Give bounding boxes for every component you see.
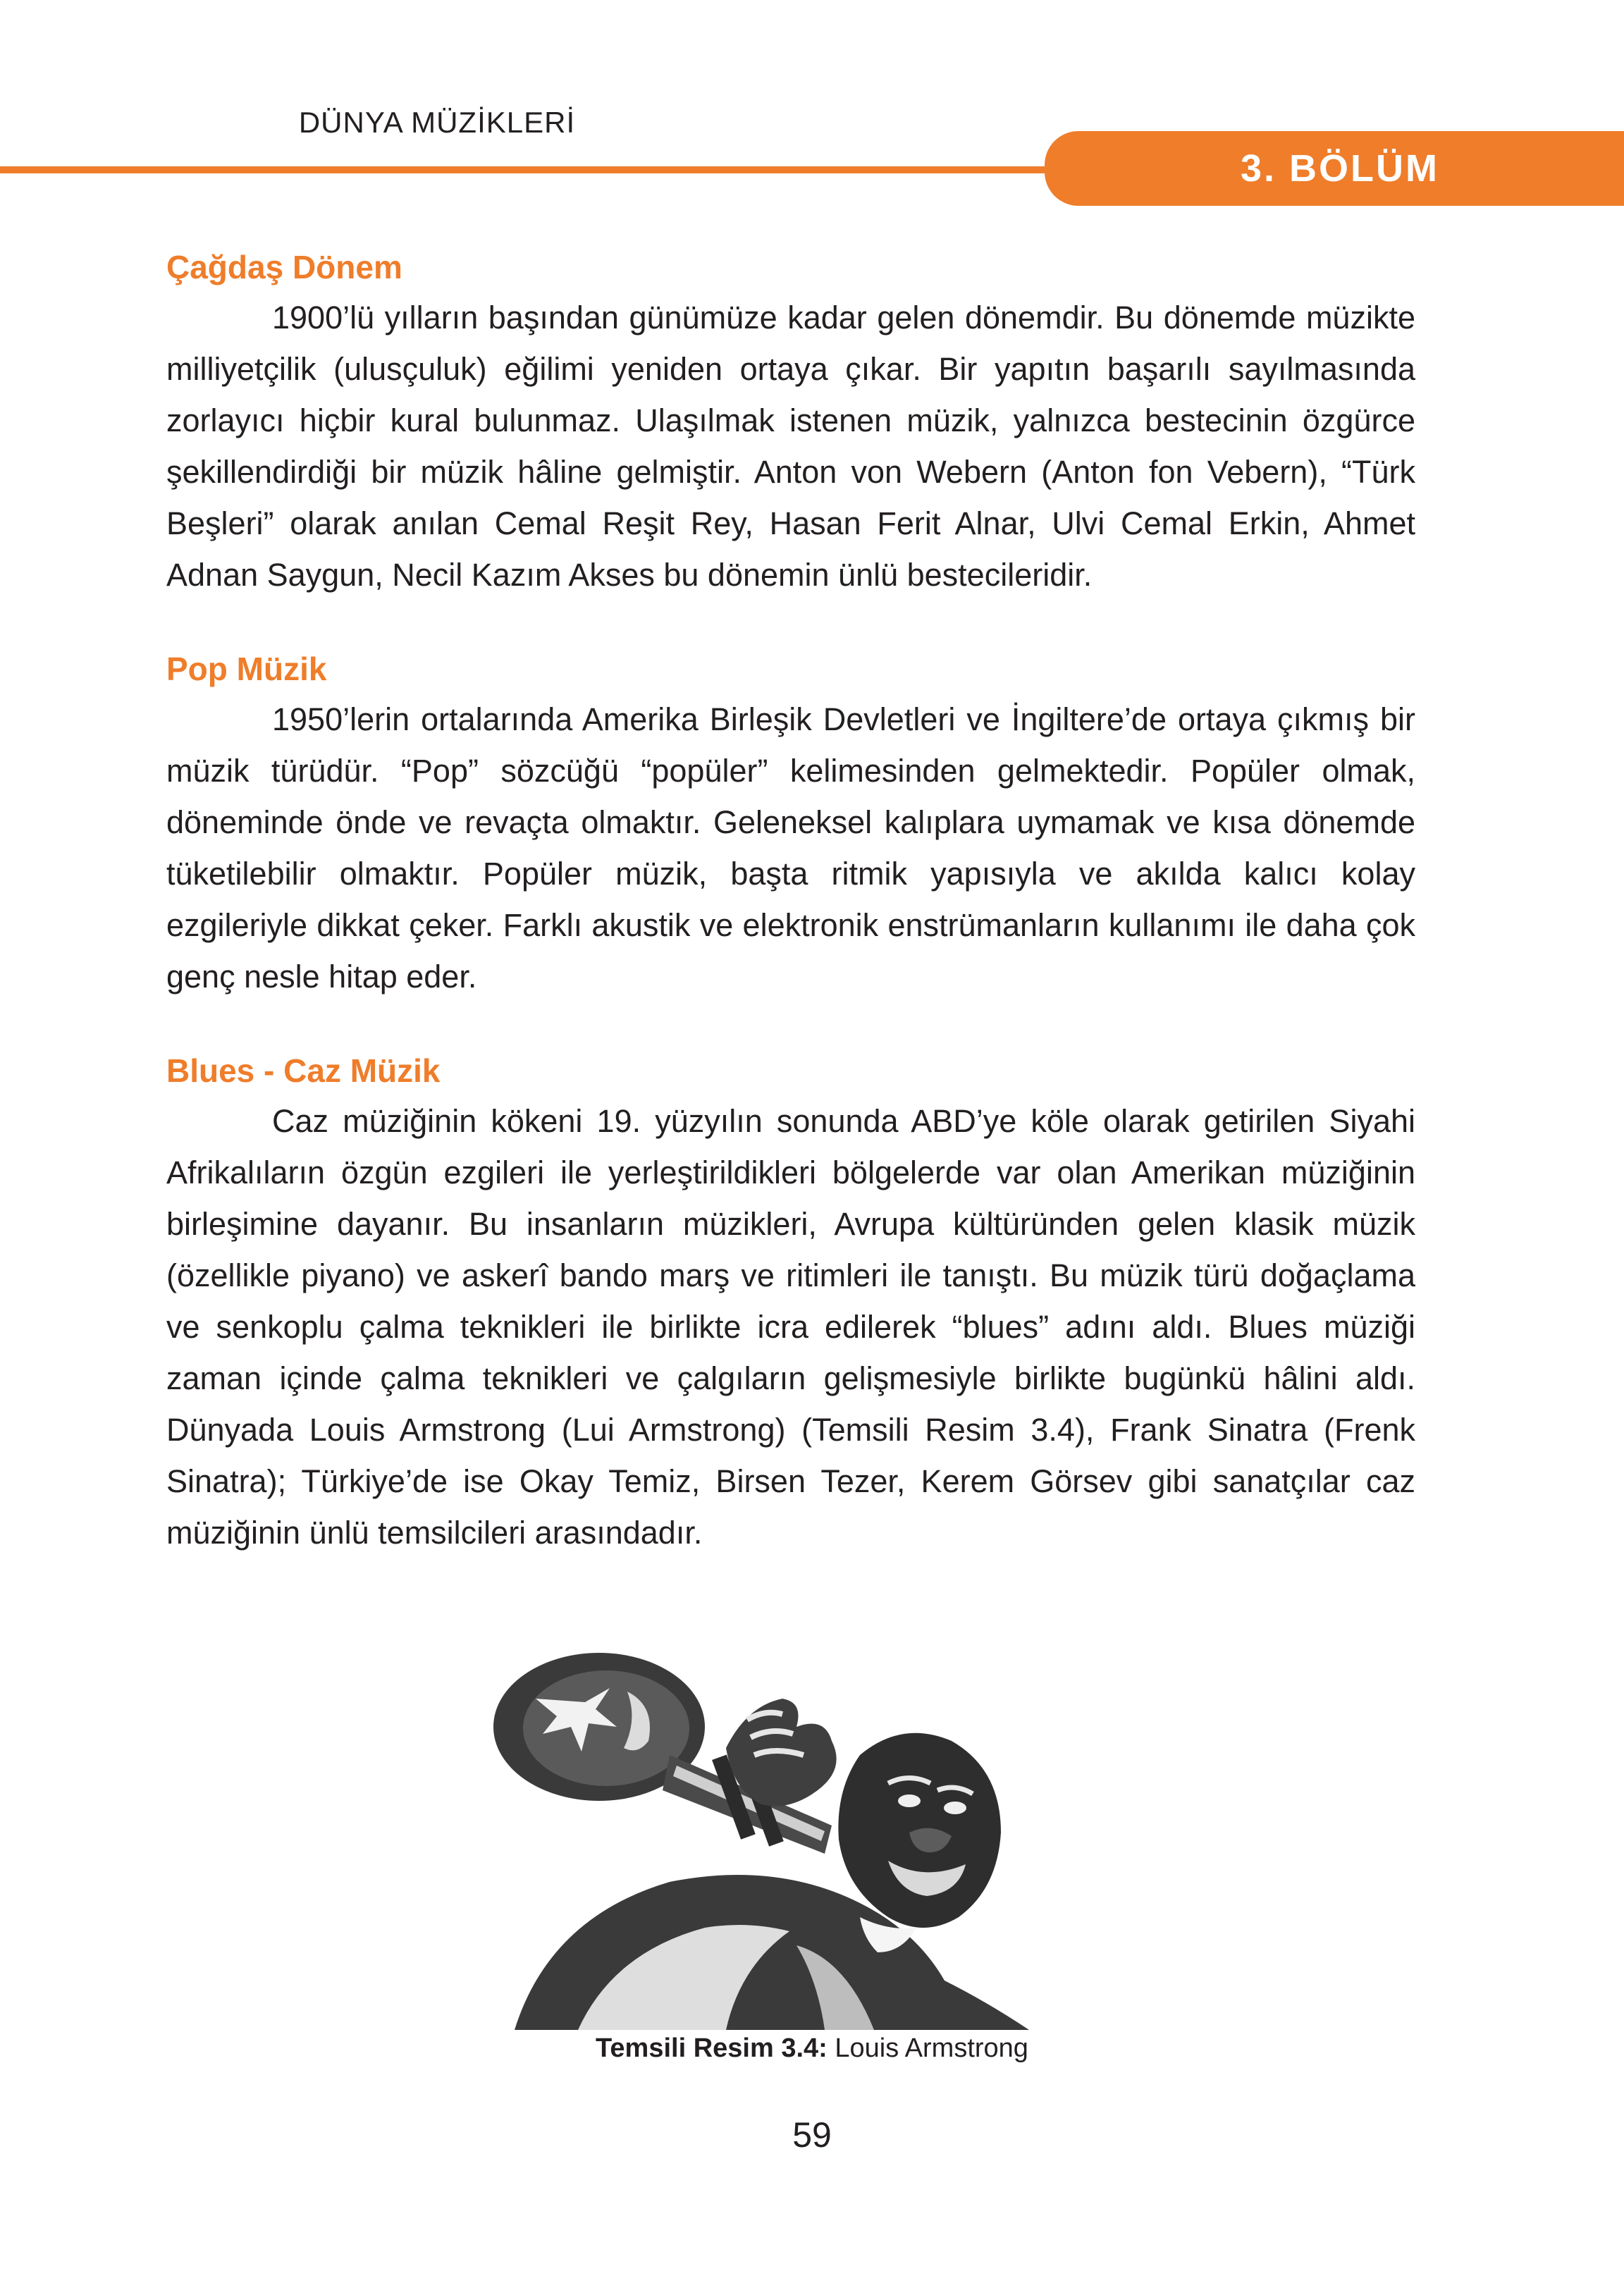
section-title-pop: Pop Müzik: [166, 651, 327, 687]
louis-armstrong-illustration: [493, 1649, 1029, 2030]
chapter-tab: [1045, 131, 1624, 206]
figure-caption-label: Temsili Resim 3.4:: [596, 2033, 828, 2063]
running-head: DÜNYA MÜZİKLERİ: [298, 106, 576, 139]
section-title-cagdas: Çağdaş Dönem: [166, 249, 402, 285]
section-title-blues-caz: Blues - Caz Müzik: [166, 1052, 441, 1089]
header-rule: [0, 166, 1050, 173]
figure-caption-text: Louis Armstrong: [827, 2033, 1028, 2063]
section-body-cagdas: 1900’lü yılların başından günümüze kadar gelen dönemdir. Bu dönemde müzikte milliyetçilik (ulusçuluk) eğilimi yeniden ortaya çıkar. Bir yapıtın başarılı sayılmasında zorlayıcı hiçbir kural bulunmaz. Ulaşılmak istenen müzik, yalnızca bestecinin özgürce şekillendirdiği bir müzik hâline gelmiştir. Anton von Webern (Anton fon Vebern), “Türk Beşleri” olarak anılan Cemal Reşit Rey, Hasan Ferit Alnar, Ulvi Cemal Erkin, Ahmet Adnan Saygun, Necil Kazım Akses bu dönemin ünlü bestecileridir.: [166, 300, 1415, 593]
section-body-blues-caz: Caz müziğinin kökeni 19. yüzyılın sonunda ABD’ye köle olarak getirilen Siyahi Afrikalıların özgün ezgileri ile yerleştirildikleri bölgelerde var olan Amerikan müziğinin birleşimine dayanır. Bu insanların müzikleri, Avrupa kültüründen gelen klasik müzik (özellikle piyano) ve askerî bando marş ve ritimleri ile tanıştı. Bu müzik türü doğaçlama ve senkoplu çalma teknikleri ile birlikte icra edilerek “blues” adını aldı. Blues müziği zaman içinde çalma teknikleri ve çalgıların gelişmesiyle birlikte bugünkü hâlini aldı. Dünyada Louis Armstrong (Lui Armstrong) (Temsili Resim 3.4), Frank Sinatra (Frenk Sinatra); Türkiye’de ise Okay Temiz, Birsen Tezer, Kerem Görsev gibi sanatçılar caz müziğinin ünlü temsilcileri arasındadır.: [166, 1103, 1415, 1551]
figure-caption: [0, 2030, 1624, 2067]
section-body-pop: 1950’lerin ortalarında Amerika Birleşik Devletleri ve İngiltere’de ortaya çıkmış bir müzik türüdür. “Pop” sözcüğü “popüler” kelimesinden gelmektedir. Popüler olmak, döneminde önde ve revaçta olmaktır. Geleneksel kalıplara uymamak ve kısa dönemde tüketilebilir olmaktır. Popüler müzik, başta ritmik yapısıyla ve akılda kalıcı kolay ezgileriyle dikkat çeker. Farklı akustik ve elektronik enstrümanların kullanımı ile daha çok genç nesle hitap eder.: [166, 701, 1415, 995]
page-number: 59: [792, 2115, 832, 2155]
page-content: [166, 242, 1415, 1558]
chapter-label: 3. BÖLÜM: [1240, 147, 1439, 190]
